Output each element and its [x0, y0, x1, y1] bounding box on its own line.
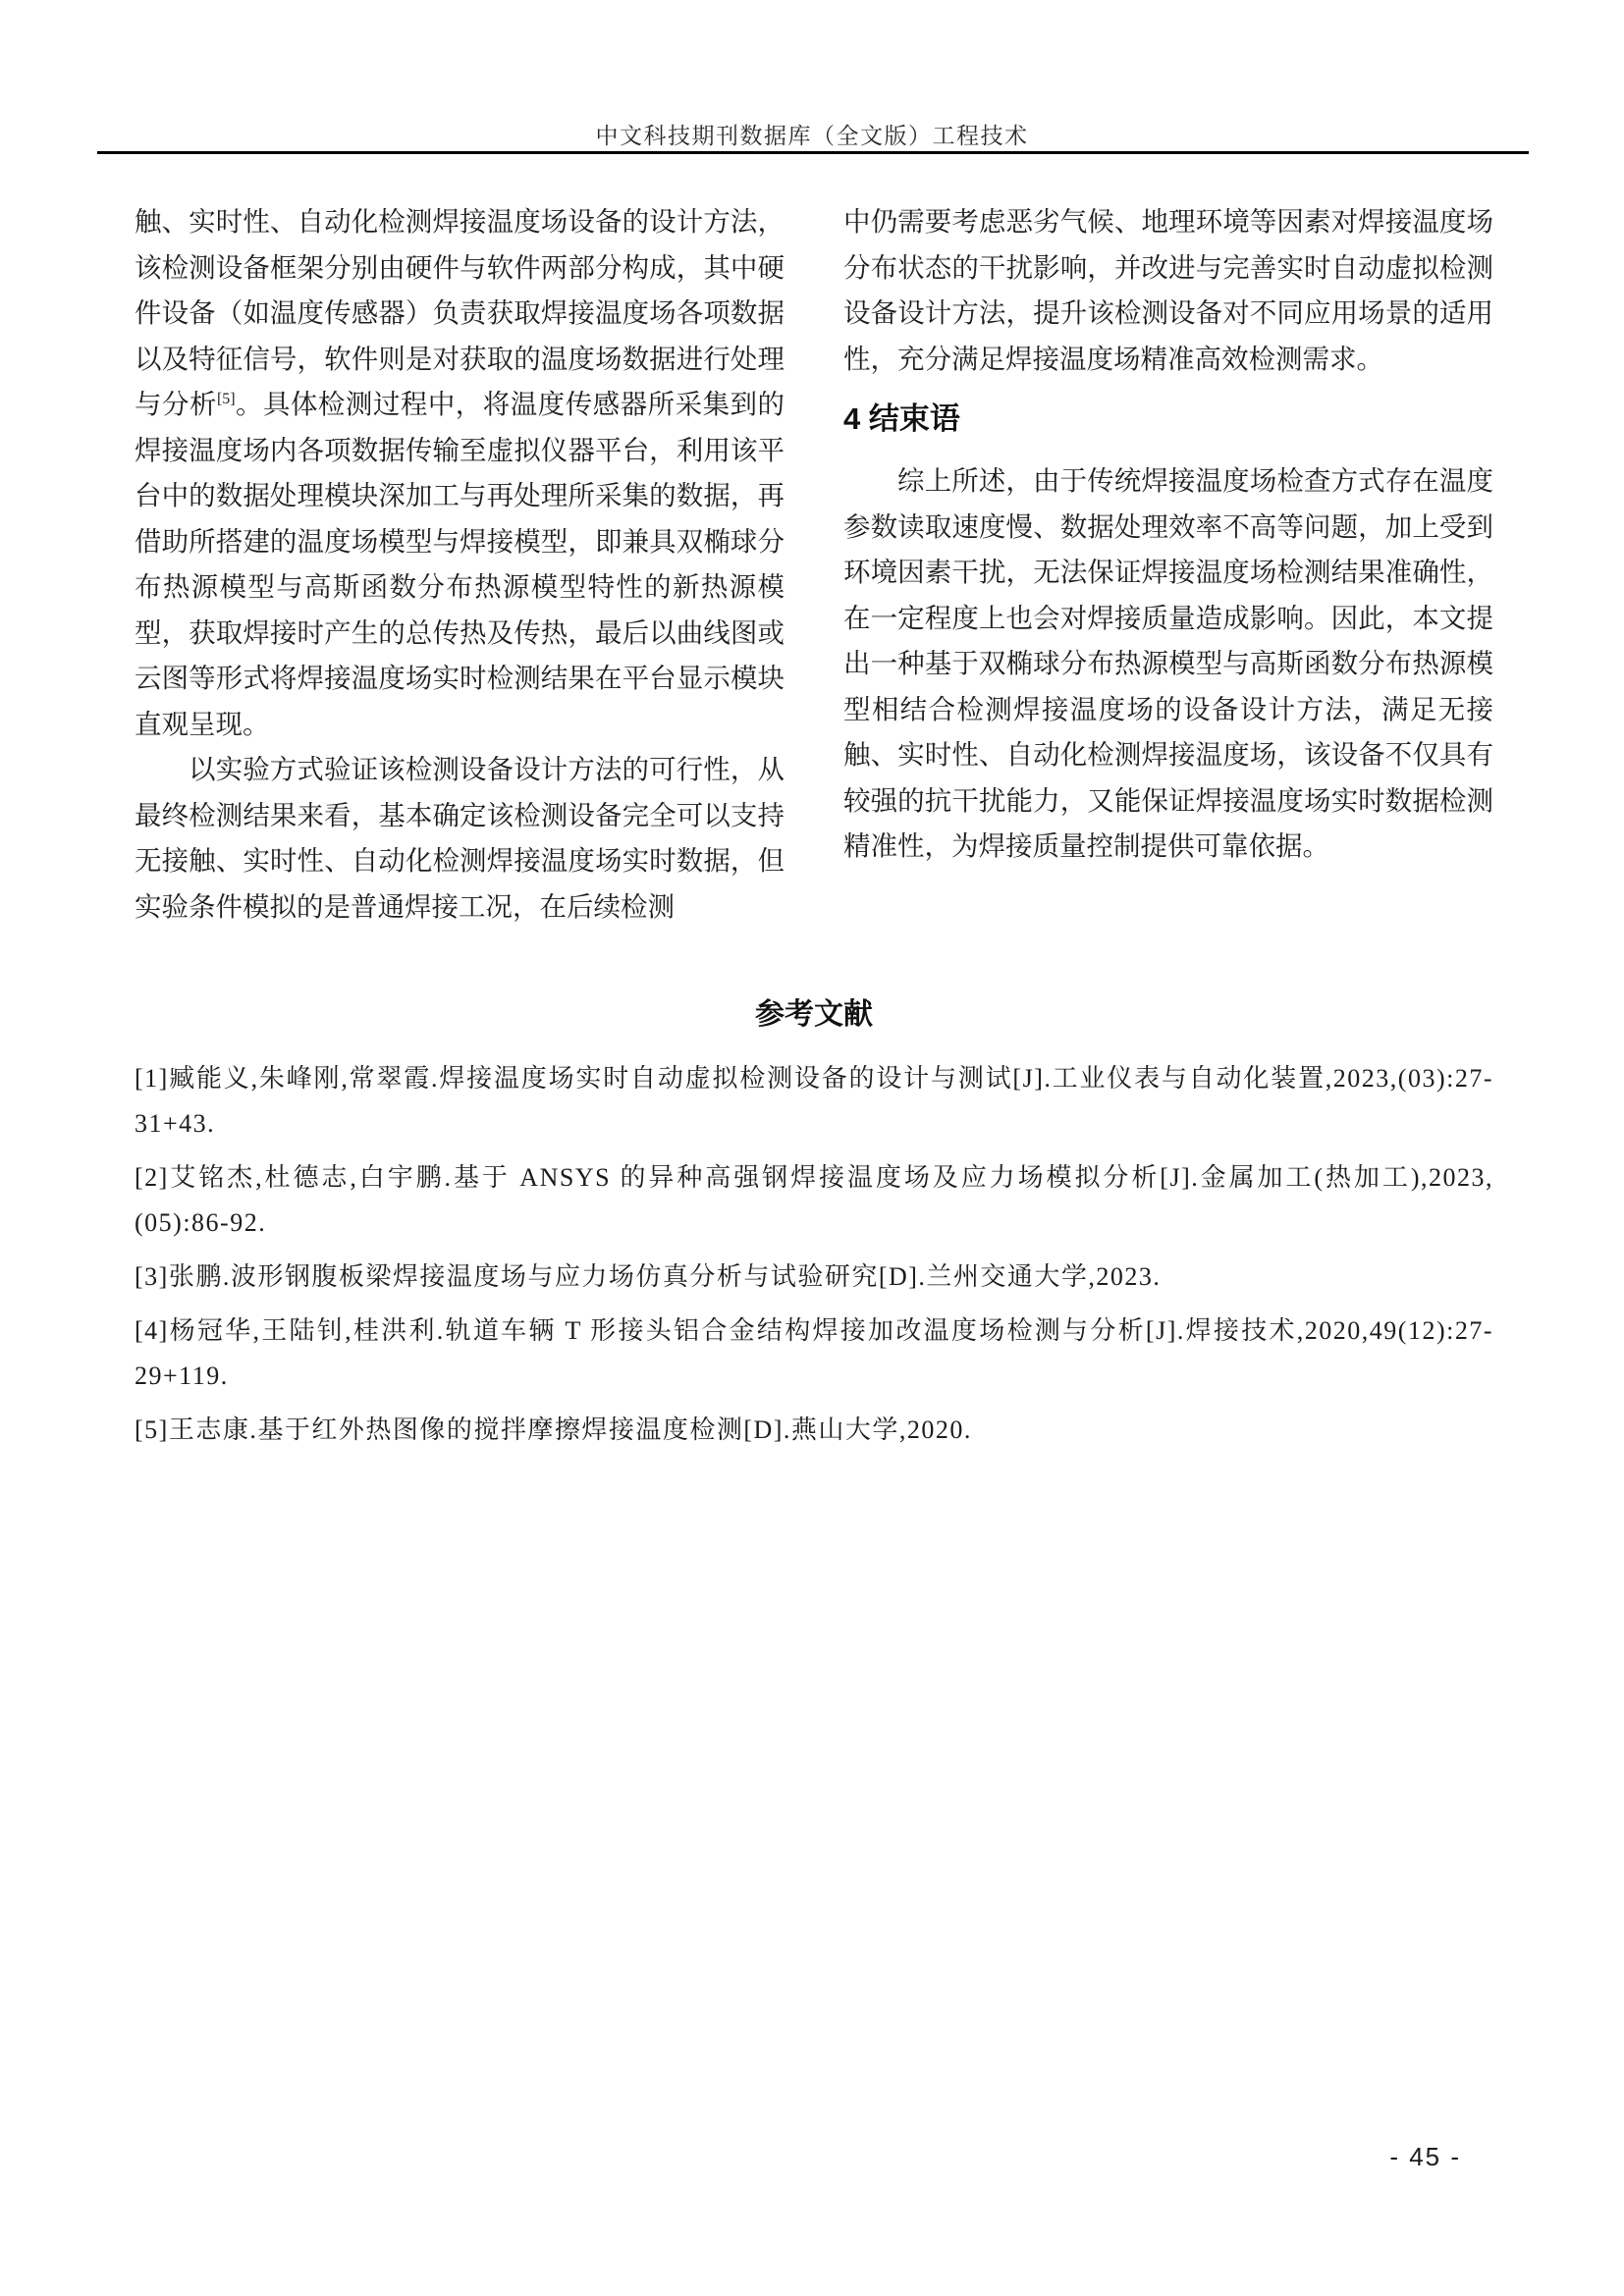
paragraph-text: 触、实时性、自动化检测焊接温度场设备的设计方法，该检测设备框架分别由硬件与软件两部分构成，其中硬件设备（如温度传感器）负责获取焊接温度场各项数据以及特征信号，软件则是对获取的温度场数据进行处理与分析	[135, 206, 785, 419]
references-heading: 参考文献	[755, 998, 873, 1031]
header-rule	[97, 151, 1529, 154]
paragraph-text: 。具体检测过程中，将温度传感器所采集到的焊接温度场内各项数据传输至虚拟仪器平台，利用该平台中的数据处理模块深加工与再处理所采集的数据，再借助所搭建的温度场模型与焊接模型，即兼具双椭球分布热源模型与高斯函数分布热源模型特性的新热源模型，获取焊接时产生的总传热及传热，最后以曲线图或云图等形式将焊接温度场实时检测结果在平台显示模块直观呈现。	[135, 389, 785, 739]
reference-item: [4]杨冠华,王陆钊,桂洪利.轨道车辆 T 形接头铝合金结构焊接加改温度场检测与分析[J].焊接技术,2020,49(12):27-29+119.	[135, 1316, 1493, 1390]
citation-superscript: [5]	[216, 390, 236, 407]
paragraph-continuation	[135, 199, 785, 747]
journal-header: 中文科技期刊数据库（全文版）工程技术	[595, 124, 1029, 148]
left-column	[135, 199, 785, 930]
body-columns	[135, 199, 1493, 930]
section-heading-conclusion: 4 结束语	[843, 401, 960, 436]
reference-item: [2]艾铭杰,杜德志,白宇鹏.基于 ANSYS 的异种高强钢焊接温度场及应力场模拟分析[J].金属加工(热加工),2023,(05):86-92.	[135, 1163, 1493, 1237]
paragraph: 综上所述，由于传统焊接温度场检查方式存在温度参数读取速度慢、数据处理效率不高等问题，加上受到环境因素干扰，无法保证焊接温度场检测结果准确性，在一定程度上也会对焊接质量造成影响。因此，本文提出一种基于双椭球分布热源模型与高斯函数分布热源模型相结合检测焊接温度场的设备设计方法，满足无接触、实时性、自动化检测焊接温度场，该设备不仅具有较强的抗干扰能力，又能保证焊接温度场实时数据检测精准性，为焊接质量控制提供可靠依据。	[843, 465, 1493, 861]
page-number: - 45 -	[1389, 2142, 1461, 2171]
reference-item: [1]臧能义,朱峰刚,常翠霞.焊接温度场实时自动虚拟检测设备的设计与测试[J].工业仪表与自动化装置,2023,(03):27-31+43.	[135, 1064, 1493, 1138]
right-column	[843, 199, 1493, 930]
reference-item: [5]王志康.基于红外热图像的搅拌摩擦焊接温度检测[D].燕山大学,2020.	[135, 1415, 972, 1444]
paragraph: 以实验方式验证该检测设备设计方法的可行性，从最终检测结果来看，基本确定该检测设备完全可以支持无接触、实时性、自动化检测焊接温度场实时数据，但实验条件模拟的是普通焊接工况，在后续检测	[135, 754, 785, 922]
paragraph-continuation: 中仍需要考虑恶劣气候、地理环境等因素对焊接温度场分布状态的干扰影响，并改进与完善实时自动虚拟检测设备设计方法，提升该检测设备对不同应用场景的适用性，充分满足焊接温度场精准高效检测需求。	[843, 206, 1493, 374]
reference-item: [3]张鹏.波形钢腹板梁焊接温度场与应力场仿真分析与试验研究[D].兰州交通大学,2023.	[135, 1262, 1162, 1291]
references-section	[135, 989, 1493, 1462]
